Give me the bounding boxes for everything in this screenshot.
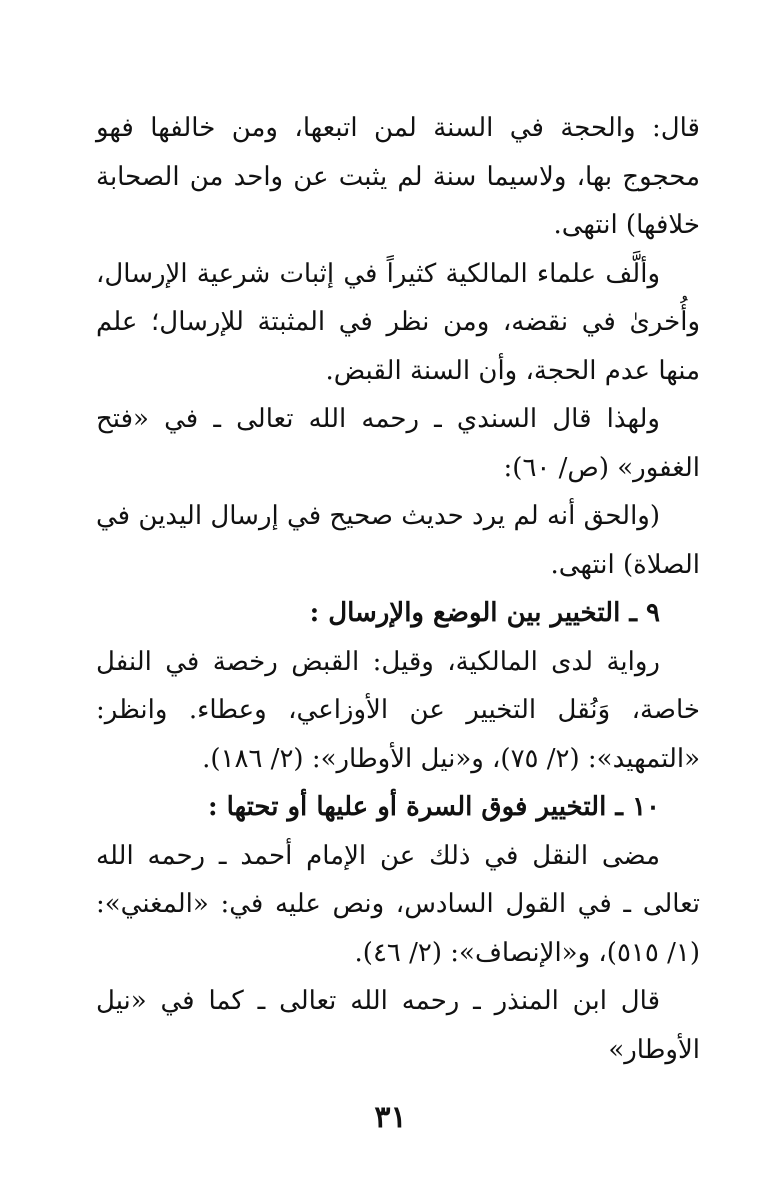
heading-section-10: ١٠ ـ التخيير فوق السرة أو عليها أو تحتها :: [208, 792, 660, 822]
paragraph-sindi-quote: (والحق أنه لم يرد حديث صحيح في إرسال اليدين في الصلاة) انتهى.: [96, 501, 700, 580]
paragraph-section-10-body: مضى النقل في ذلك عن الإمام أحمد ـ رحمه الله تعالى ـ في القول السادس، ونص عليه في: «المغني»: (١/ ٥١٥)، و«الإنصاف»: (٢/ ٤٦).: [96, 840, 700, 968]
paragraph-ibn-mundhir: قال ابن المنذر ـ رحمه الله تعالى ـ كما في «نيل الأوطار»: [96, 986, 700, 1065]
page-body: [96, 104, 700, 1074]
paragraph-section-9-body: رواية لدى المالكية، وقيل: القبض رخصة في النفل خاصة، وَنُقل التخيير عن الأوزاعي، وعطاء. وانظر: «التمهيد»: (٢/ ٧٥)، و«نيل الأوطار»: (٢/ ١٨٦).: [96, 646, 700, 774]
heading-section-9: ٩ ـ التخيير بين الوضع والإرسال :: [309, 598, 660, 628]
paragraph-sindi-quote-intro: ولهذا قال السندي ـ رحمه الله تعالى ـ في «فتح الغفور» (ص/ ٦٠):: [96, 404, 700, 483]
paragraph-quote-end: قال: والحجة في السنة لمن اتبعها، ومن خالفها فهو محجوج بها، ولاسيما سنة لم يثبت عن واحد من الصحابة خلافها) انتهى.: [96, 113, 700, 240]
paragraph-maliki-authors: وألَّف علماء المالكية كثيراً في إثبات شرعية الإرسال، وأُخرىٰ في نقضه، ومن نظر في المثبتة للإرسال؛ علم منها عدم الحجة، وأن السنة القبض.: [96, 258, 700, 386]
page-number: ٣١: [374, 1100, 407, 1135]
